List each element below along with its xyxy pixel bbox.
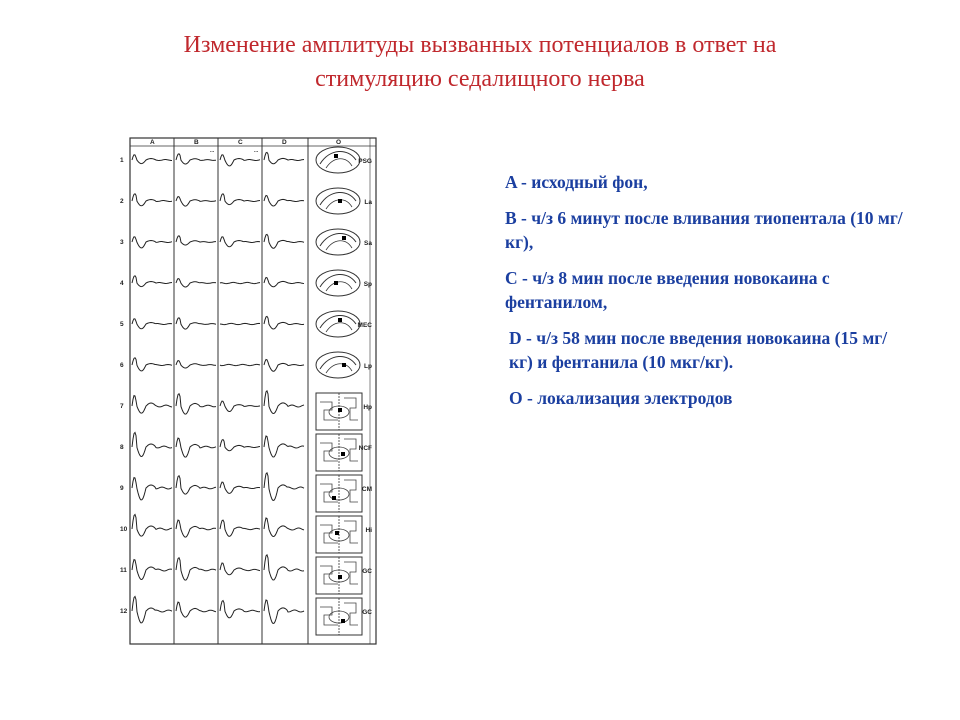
brain-sketch-row-7: [316, 393, 362, 430]
trace-row-10-col-d: [264, 518, 304, 537]
row-number-3: 3: [120, 239, 124, 246]
row-number-6: 6: [120, 362, 124, 369]
region-label-row-6: Lp: [364, 363, 372, 370]
trace-row-3-col-a: [132, 237, 172, 248]
trace-row-3-col-c: [220, 237, 260, 247]
trace-row-1-col-b: [176, 154, 216, 164]
brain-sketch-row-2: [316, 188, 360, 214]
row-number-4: 4: [120, 280, 124, 287]
legend-item-c: С - ч/з 8 мин после введения новокаина с фентанилом,: [505, 268, 830, 312]
trace-row-4-col-b: [176, 279, 216, 287]
trace-row-11-col-d: [264, 555, 304, 580]
trace-row-9-col-a: [132, 478, 172, 500]
trace-row-11-col-a: [132, 560, 172, 580]
brain-sketch-row-9: [316, 475, 362, 512]
trace-row-6-col-a: [132, 358, 172, 371]
trace-row-1-col-d: [264, 152, 304, 163]
brain-sketch-row-1: [316, 147, 360, 173]
trace-row-8-col-c: [220, 440, 260, 451]
trace-row-3-col-b: [176, 236, 216, 245]
brain-section-sketches: [316, 147, 362, 635]
trace-row-10-col-c: [220, 520, 260, 536]
region-label-row-8: NCF: [358, 445, 372, 452]
trace-row-5-col-d: [264, 316, 304, 329]
region-label-row-2: La: [364, 199, 372, 206]
region-label-row-12: GC: [362, 609, 372, 616]
row-number-8: 8: [120, 444, 124, 451]
trace-row-10-col-b: [176, 520, 216, 537]
trace-row-12-col-b: [176, 602, 216, 617]
trace-row-6-col-c: [220, 364, 260, 365]
trace-row-8-col-a: [132, 433, 172, 457]
trace-row-7-col-c: [220, 401, 260, 411]
row-number-12: 12: [120, 608, 128, 615]
brain-sketch-row-4: [316, 270, 360, 296]
region-label-row-11: GC: [362, 568, 372, 575]
slide-title-line-1: Изменение амплитуды вызванных потенциалов в ответ на: [183, 32, 777, 58]
brain-sketch-row-6: [316, 352, 360, 378]
brain-sketch-row-5: [316, 311, 360, 337]
column-label-c: C: [238, 139, 243, 146]
trace-row-7-col-a: [132, 396, 172, 414]
trace-row-11-col-c: [220, 563, 260, 575]
trace-row-2-col-b: [176, 197, 216, 207]
trace-row-12-col-d: [264, 600, 304, 624]
trace-row-1-col-a: [132, 155, 172, 164]
trace-row-2-col-d: [264, 196, 304, 207]
region-label-row-1: PSG: [358, 158, 372, 165]
trace-row-4-col-d: [264, 278, 304, 287]
slide-title-line-2: стимуляцию седалищного нерва: [315, 66, 645, 92]
trace-row-2-col-a: [132, 194, 172, 206]
trace-row-5-col-b: [176, 318, 216, 329]
trace-row-12-col-a: [132, 597, 172, 623]
trace-row-6-col-b: [176, 361, 216, 368]
legend-item-d: D - ч/з 58 мин после введения новокаина (15 мг/кг) и фентанила (10 мкг/кг).: [509, 328, 888, 372]
legend-item-a: A - исходный фон,: [505, 172, 648, 192]
region-label-row-4: Sp: [363, 281, 372, 288]
row-number-2: 2: [120, 198, 124, 205]
trace-row-11-col-b: [176, 558, 216, 580]
evoked-potentials-figure: [110, 128, 382, 648]
region-label-row-10: Hi: [365, 527, 372, 534]
row-number-5: 5: [120, 321, 124, 328]
row-number-9: 9: [120, 485, 124, 492]
column-b-mark: ...: [210, 148, 215, 154]
brain-sketch-row-12: [316, 598, 362, 635]
column-d-mark: ...: [254, 148, 259, 154]
trace-row-8-col-d: [264, 436, 304, 457]
column-label-d: D: [282, 139, 287, 146]
row-number-10: 10: [120, 526, 128, 533]
column-label-o: O: [336, 139, 342, 146]
trace-row-4-col-a: [132, 276, 172, 287]
column-label-a: A: [150, 139, 155, 146]
legend-item-b: В - ч/з 6 минут после вливания тиопентала (10 мг/кг),: [505, 208, 903, 252]
trace-row-12-col-c: [220, 601, 260, 618]
brain-sketch-row-8: [316, 434, 362, 471]
trace-row-9-col-d: [264, 473, 304, 501]
trace-row-4-col-c: [220, 282, 260, 283]
row-number-7: 7: [120, 403, 124, 410]
region-label-row-5: MEC: [357, 322, 372, 329]
trace-row-1-col-c: [220, 155, 260, 166]
trace-row-3-col-d: [264, 234, 304, 248]
figure-legend: [505, 170, 905, 422]
row-numbers: [120, 157, 128, 615]
column-label-b: B: [194, 139, 199, 146]
trace-row-5-col-a: [132, 319, 172, 329]
row-number-11: 11: [120, 567, 127, 574]
region-label-row-7: Hp: [363, 404, 372, 411]
trace-row-9-col-b: [176, 476, 216, 494]
legend-item-o: О - локализация электродов: [509, 388, 733, 408]
trace-row-7-col-b: [176, 394, 216, 414]
region-label-row-3: Sa: [364, 240, 372, 247]
region-label-row-9: CM: [361, 486, 372, 493]
trace-row-7-col-d: [264, 391, 304, 414]
brain-sketch-row-11: [316, 557, 362, 594]
trace-row-5-col-c: [220, 323, 260, 324]
trace-row-8-col-b: [176, 438, 216, 457]
slide-title: [60, 28, 900, 96]
trace-row-9-col-c: [220, 482, 260, 493]
trace-row-10-col-a: [132, 515, 172, 537]
figure-canvas: [110, 128, 382, 648]
brain-sketch-row-3: [316, 229, 360, 255]
row-number-1: 1: [120, 157, 124, 164]
brain-sketch-row-10: [316, 516, 362, 553]
trace-row-2-col-c: [220, 194, 260, 205]
trace-row-6-col-d: [264, 360, 304, 372]
